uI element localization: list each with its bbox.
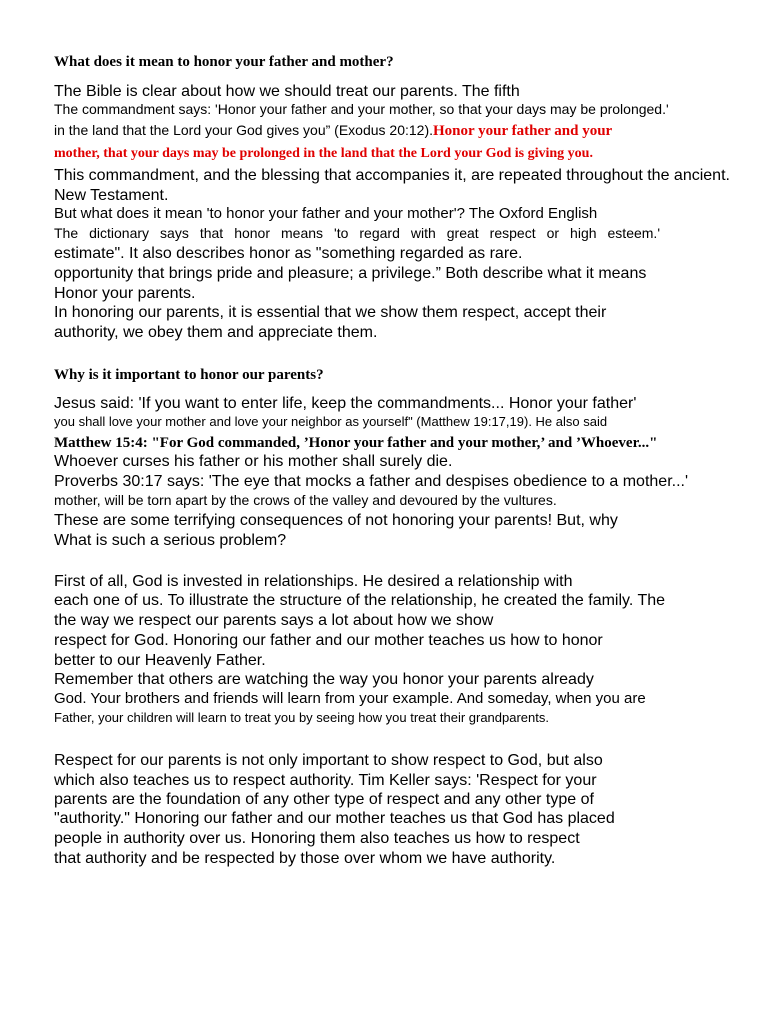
highlighted-verse: mother, that your days may be prolonged in the land that the Lord your God is giving you. [54, 146, 593, 161]
paragraph-line: people in authority over us. Honoring them also teaches us how to respect [54, 830, 580, 847]
paragraph-line: In honoring our parents, it is essential that we show them respect, accept their [54, 304, 607, 321]
paragraph-line: authority, we obey them and appreciate them. [54, 324, 378, 341]
section-heading-2: Why is it important to honor our parents? [54, 367, 324, 383]
scripture-quote: Matthew 15:4: "For God commanded, ’Honor your father and your mother,’ and ’Whoever..." [54, 435, 658, 451]
paragraph-line: you shall love your mother and love your neighbor as yourself" (Matthew 19:17,19). He also said [54, 414, 608, 429]
paragraph-line: Respect for our parents is not only important to show respect to God, but also [54, 752, 603, 769]
paragraph-line: estimate". It also describes honor as "something regarded as rare. [54, 245, 523, 262]
paragraph-line: better to our Heavenly Father. [54, 652, 266, 669]
paragraph-line: Honor your parents. [54, 285, 196, 302]
paragraph-line: which also teaches us to respect authority. Tim Keller says: 'Respect for your [54, 772, 597, 789]
paragraph-line: "authority." Honoring our father and our mother teaches us that God has placed [54, 810, 615, 827]
paragraph-line: These are some terrifying consequences of not honoring your parents! But, why [54, 512, 618, 529]
paragraph-line: that authority and be respected by those over whom we have authority. [54, 850, 556, 867]
paragraph-line: God. Your brothers and friends will learn from your example. And someday, when you are [54, 690, 646, 707]
paragraph-line: opportunity that brings pride and pleasure; a privilege.” Both describe what it means [54, 265, 647, 282]
paragraph-line: Jesus said: 'If you want to enter life, keep the commandments... Honor your father' [54, 395, 637, 412]
paragraph-line: The Bible is clear about how we should treat our parents. The fifth [54, 83, 520, 100]
paragraph-line: mother, will be torn apart by the crows of the valley and devoured by the vultures. [54, 492, 557, 508]
paragraph-line: parents are the foundation of any other type of respect and any other type of [54, 791, 594, 808]
paragraph-line: This commandment, and the blessing that accompanies it, are repeated throughout the ancient. [54, 167, 730, 184]
paragraph-line: Remember that others are watching the way you honor your parents already [54, 671, 594, 688]
paragraph-line-mixed [54, 123, 612, 139]
paragraph-line: The commandment says: 'Honor your father and your mother, so that your days may be prolonged.' [54, 101, 669, 117]
paragraph-line: the way we respect our parents says a lot about how we show [54, 612, 494, 629]
paragraph-line: But what does it mean 'to honor your father and your mother'? The Oxford English [54, 205, 598, 222]
paragraph-line: First of all, God is invested in relationships. He desired a relationship with [54, 573, 573, 590]
section-heading-1: What does it mean to honor your father and mother? [54, 54, 394, 70]
paragraph-line: Proverbs 30:17 says: 'The eye that mocks a father and despises obedience to a mother...' [54, 473, 689, 490]
paragraph-line: What is such a serious problem? [54, 532, 287, 549]
paragraph-line: The dictionary says that honor means 'to regard with great respect or high esteem.' [54, 225, 660, 241]
paragraph-line: Father, your children will learn to treat you by seeing how you treat their grandparents. [54, 710, 549, 725]
paragraph-text: in the land that the Lord your God gives you” (Exodus 20:12). [54, 122, 434, 138]
paragraph-line: respect for God. Honoring our father and our mother teaches us how to honor [54, 632, 603, 649]
highlighted-verse: Honor your father and your [433, 123, 613, 139]
paragraph-line: New Testament. [54, 187, 169, 204]
paragraph-line: Whoever curses his father or his mother shall surely die. [54, 453, 453, 470]
paragraph-line: each one of us. To illustrate the structure of the relationship, he created the family. The [54, 592, 666, 609]
